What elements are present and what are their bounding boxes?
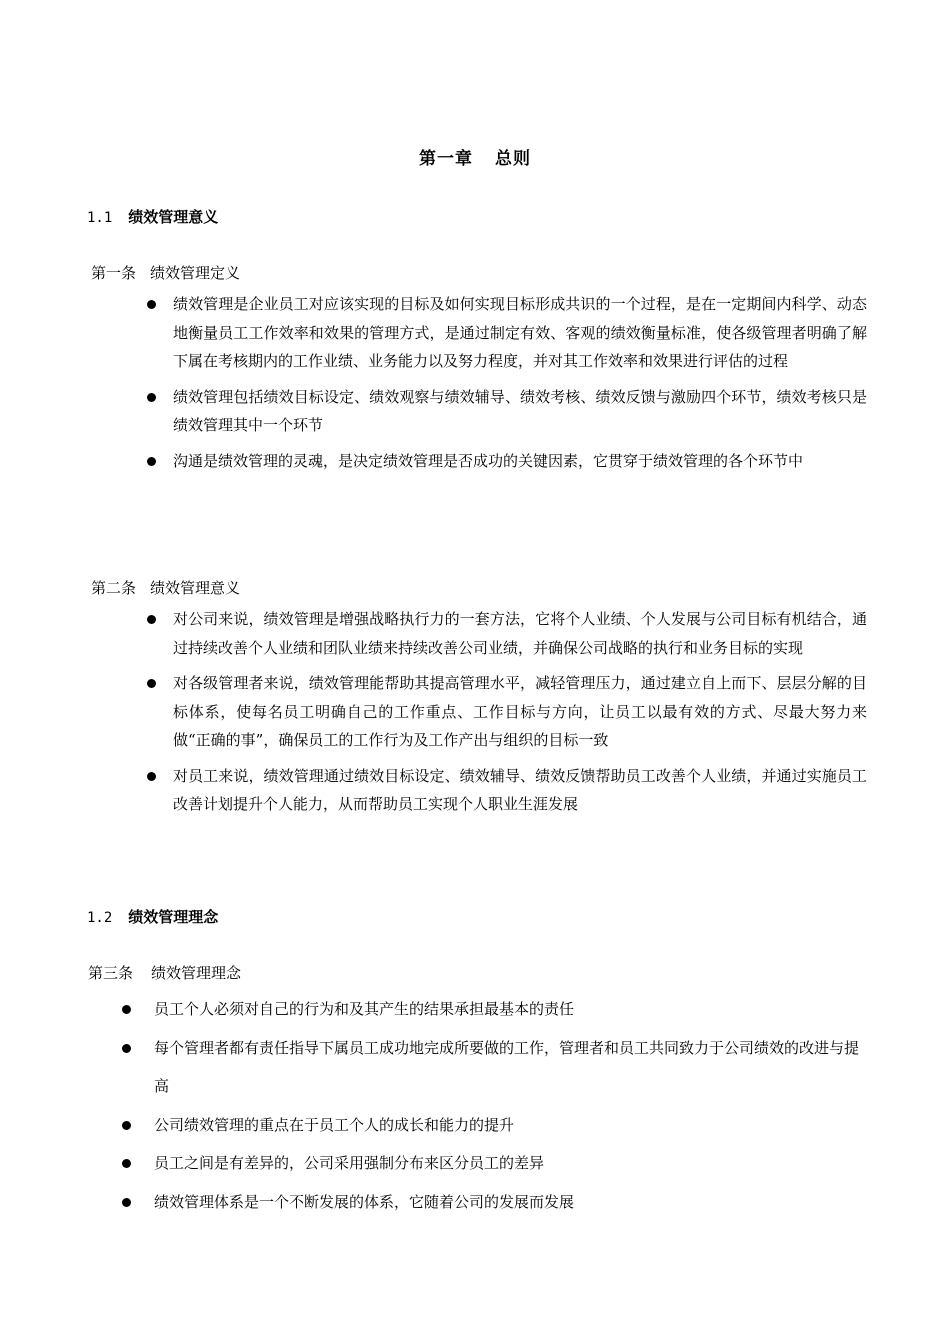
bullet-list-article-2 [147, 605, 867, 826]
section-heading-1-1 [87, 206, 218, 227]
list-item-text: 绩效管理是企业员工对应该实现的目标及如何实现目标形成共识的一个过程，是在一定期间内科学、动态地衡量员工工作效率和效果的管理方式，是通过制定有效、客观的绩效衡量标准，使各级管理者明确了解下属在考核期内的工作业绩、业务能力以及努力程度，并对其工作效率和效果进行评估的过程 [173, 295, 867, 370]
bullet-icon [147, 393, 156, 402]
bullet-icon [122, 1198, 131, 1207]
chapter-number: 第一章 [419, 149, 473, 169]
section-title: 绩效管理理念 [128, 908, 219, 926]
list-item [120, 1144, 865, 1183]
list-item-text: 绩效管理包括绩效目标设定、绩效观察与绩效辅导、绩效考核、绩效反馈与激励四个环节，绩效考核只是绩效管理其中一个环节 [173, 387, 867, 434]
list-item-text: 沟通是绩效管理的灵魂，是决定绩效管理是否成功的关键因素，它贯穿于绩效管理的各个环节中 [173, 451, 804, 470]
section-number: 1.1 [87, 210, 113, 226]
list-item-text: 公司绩效管理的重点在于员工个人的成长和能力的提升 [154, 1115, 515, 1134]
bullet-icon [122, 1044, 131, 1053]
list-item [120, 1029, 865, 1106]
article-heading-2 [91, 577, 240, 598]
chapter-name: 总则 [495, 149, 531, 169]
list-item-text: 绩效管理体系是一个不断发展的体系，它随着公司的发展而发展 [154, 1192, 575, 1211]
list-item [147, 290, 867, 376]
section-number: 1.2 [87, 910, 113, 926]
article-heading-3 [88, 962, 241, 983]
list-item [120, 1106, 865, 1145]
article-label: 第一条 [91, 264, 137, 282]
section-title: 绩效管理意义 [128, 208, 219, 226]
bullet-icon [122, 1159, 131, 1168]
article-heading-1 [91, 262, 240, 283]
bullet-icon [147, 679, 156, 688]
article-label: 第二条 [91, 579, 137, 597]
list-item [147, 383, 867, 440]
list-item-text: 每个管理者都有责任指导下属员工成功地完成所要做的工作，管理者和员工共同致力于公司绩效的改进与提高 [154, 1038, 860, 1095]
list-item-text: 员工个人必须对自己的行为和及其产生的结果承担最基本的责任 [154, 1000, 575, 1018]
bullet-icon [147, 457, 156, 466]
chapter-title [0, 144, 950, 169]
list-item [120, 1183, 865, 1222]
article-title: 绩效管理理念 [151, 964, 242, 982]
list-item [147, 762, 867, 819]
section-heading-1-2 [87, 906, 218, 927]
bullet-list-article-3 [120, 990, 865, 1221]
article-title: 绩效管理意义 [150, 579, 241, 597]
list-item [147, 605, 867, 662]
list-item [147, 447, 867, 476]
bullet-icon [147, 615, 156, 624]
bullet-icon [147, 300, 156, 309]
bullet-list-article-1 [147, 290, 867, 482]
list-item-text: 对公司来说，绩效管理是增强战略执行力的一套方法，它将个人业绩、个人发展与公司目标有机结合，通过持续改善个人业绩和团队业绩来持续改善公司业绩，并确保公司战略的执行和业务目标的实现 [173, 610, 867, 657]
bullet-icon [122, 1005, 131, 1014]
article-title: 绩效管理定义 [150, 264, 241, 282]
bullet-icon [122, 1121, 131, 1130]
list-item [120, 990, 865, 1029]
bullet-icon [147, 772, 156, 781]
list-item-text: 对各级管理者来说，绩效管理能帮助其提高管理水平，减轻管理压力，通过建立自上而下、层层分解的目标体系，使每名员工明确自己的工作重点、工作目标与方向，让员工以最有效的方式、尽最大努力来做“正确的事”，确保员工的工作行为及工作产出与组织的目标一致 [173, 674, 867, 749]
list-item-text: 员工之间是有差异的，公司采用强制分布来区分员工的差异 [154, 1154, 545, 1172]
list-item-text: 对员工来说，绩效管理通过绩效目标设定、绩效辅导、绩效反馈帮助员工改善个人业绩，并通过实施员工改善计划提升个人能力，从而帮助员工实现个人职业生涯发展 [173, 766, 867, 813]
article-label: 第三条 [88, 964, 134, 982]
list-item [147, 669, 867, 755]
